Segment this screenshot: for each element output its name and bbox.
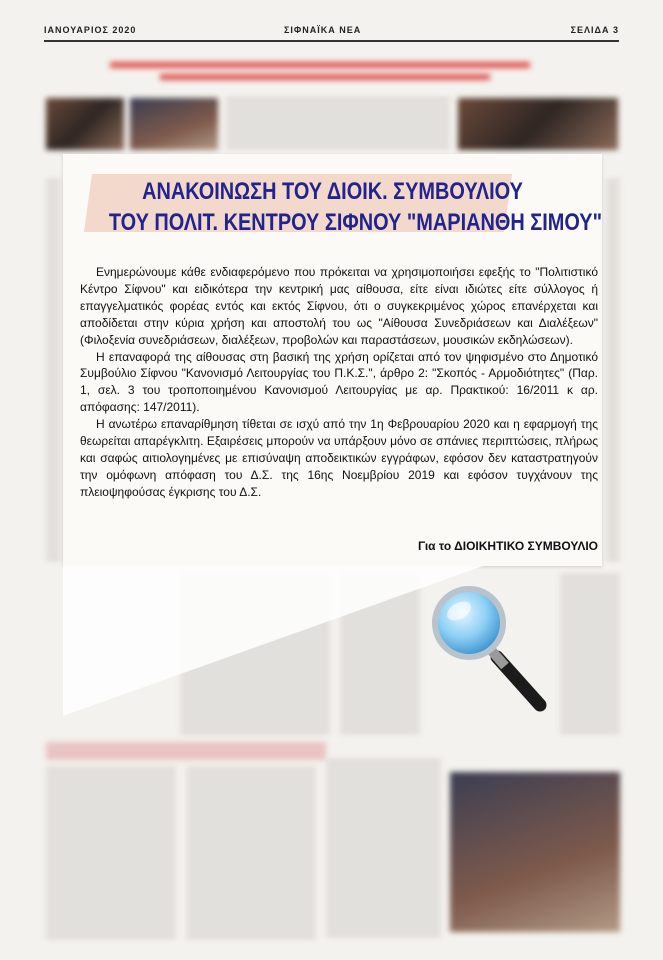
header-paper-name: ΣΙΦΝΑΪΚΑ ΝΕΑ [284,25,362,35]
page-curl [63,566,483,716]
title-line-2: ΤΟΥ ΠΟΛΙΤ. ΚΕΝΤΡΟΥ ΣΙΦΝΟΥ "ΜΑΡΙΑΝΘΗ ΣΙΜΟΥ" [108,209,603,236]
header-rule [44,40,619,42]
magnifying-glass-icon [425,583,555,723]
page-header [44,25,619,39]
header-page-number: ΣΕΛΙΔΑ 3 [570,25,619,35]
paragraph-1: Ενημερώνουμε κάθε ενδιαφερόμενο που πρόκειται να χρησιμοποιήσει εφεξής το "Πολιτιστικό Κέντρο Σίφνου" και ειδικότερα την κεντρική μας αίθουσα, είτε είναι ιδιώτες είτε σύλλογος ή επαγγελματικός φορέας εντός και εκτός Σίφνου, ότι ο συγκεκριμένος χώρος επανέρχεται και αποδίδεται στην κύρια χρήση και αποστολή του ως "Αίθουσα Συνεδριάσεων και Διαλέξεων" (Φιλοξενία συνεδριάσεων, διαλέξεων, προβολών και παραστάσεων, μουσικών εκδηλώσεων). [80,265,598,347]
title-line-1: ΑΝΑΚΟΙΝΩΣΗ ΤΟΥ ΔΙΟΙΚ. ΣΥΜΒΟΥΛΙΟΥ [142,178,523,205]
paragraph-3: Η ανωτέρω επαναρίθμηση τίθεται σε ισχύ από την 1η Φεβρουαρίου 2020 και η εφαρμογή της θεωρείται απαρέγκλιτη. Εξαιρέσεις μπορούν να υπάρξουν μόνο σε σπάνιες περιπτώσεις, πλήρως και σαφώς αιτιολογημένες με επισύναψη αποδεικτικών εγγράφων, εφόσον δεν καταστρατηγούν την ομόφωνη απόφαση του Δ.Σ. της 16ης Νοεμβρίου 2019 και εφόσον τυγχάνουν της πλειοψηφούσας έγκρισης του Δ.Σ. [80,417,598,499]
header-date: ΙΑΝΟΥΑΡΙΟΣ 2020 [44,25,137,35]
announcement-title [108,176,603,238]
signature: Για το ΔΙΟΙΚΗΤΙΚΟ ΣΥΜΒΟΥΛΙΟ [418,539,598,553]
paragraph-2: Η επαναφορά της αίθουσας στη βασική της χρήση ορίζεται από τον ψηφισμένο στο Δημοτικό Συμβούλιο Σίφνου "Κανονισμό Λειτουργίας του Π.Κ.Σ.", άρθρο 2: "Σκοπός - Αρμοδιότητες" (Παρ. 1, σελ. 3 του τροποποιημένου Κανονισμού Λειτουργίας με αρ. Πρακτικού: 16/2011 κ αρ. απόφασης: 147/2011). [80,349,598,415]
announcement-body [80,264,598,501]
